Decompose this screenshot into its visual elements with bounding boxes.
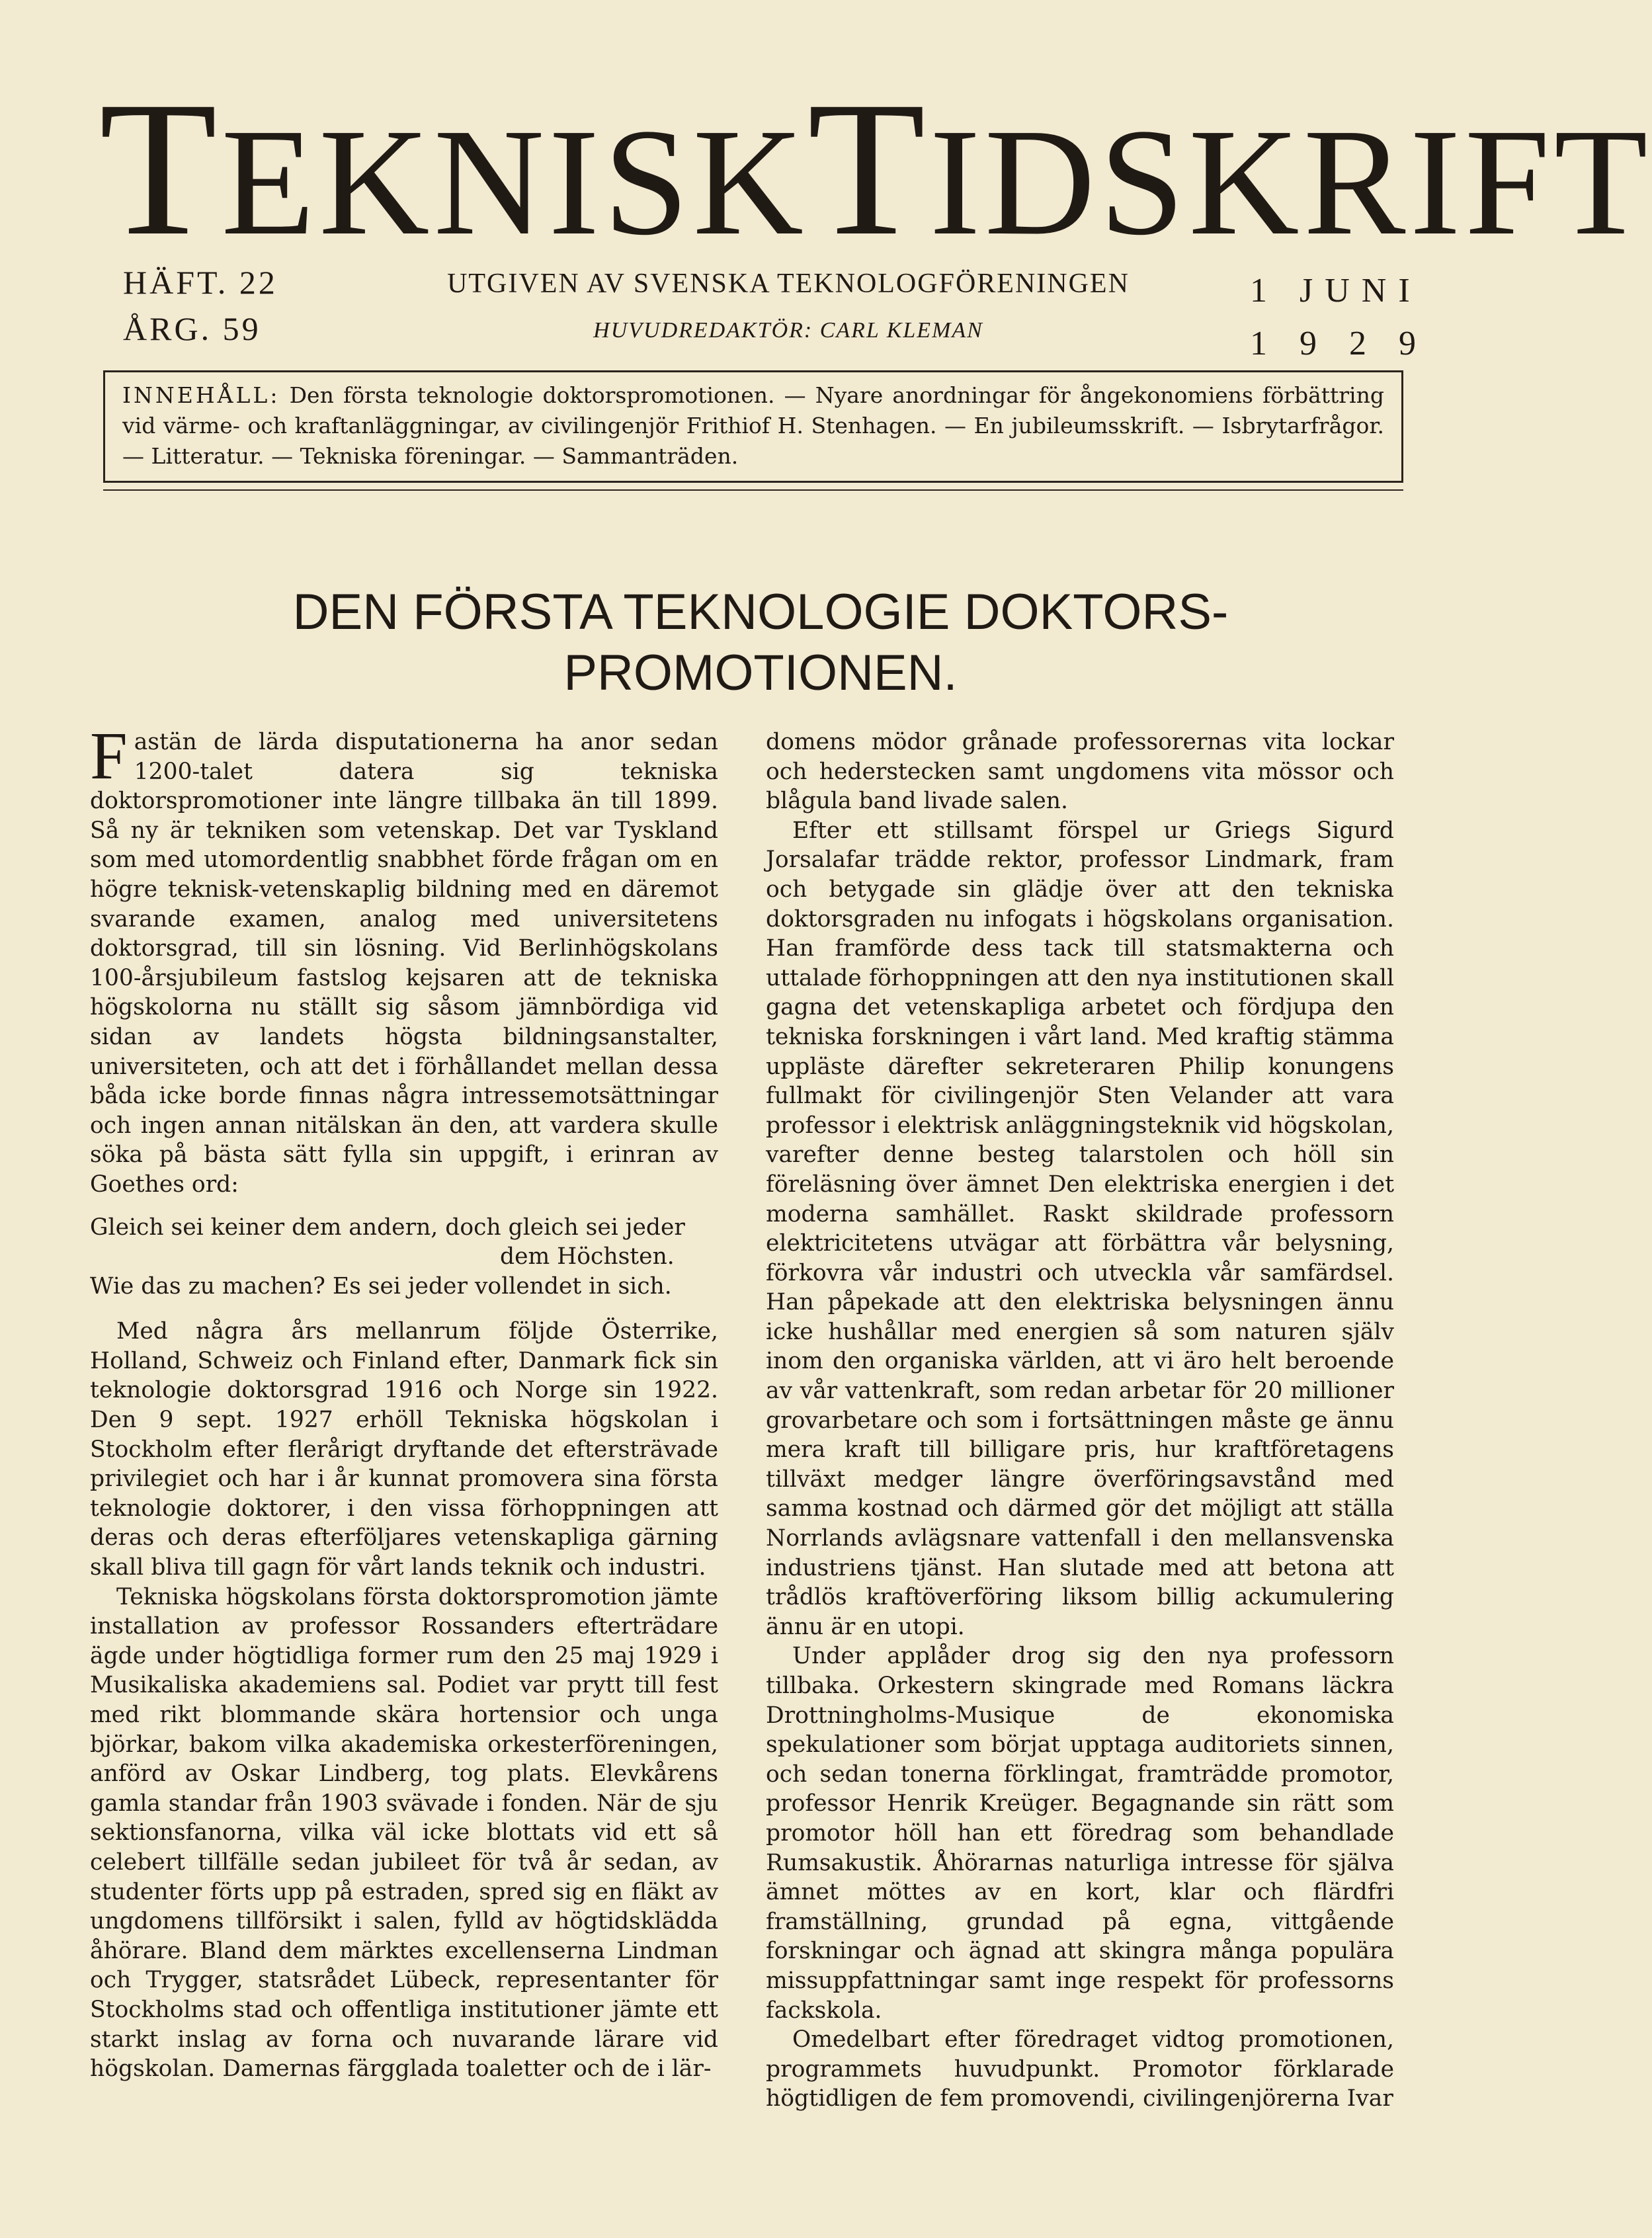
masthead-word-1: EKNISK [221, 97, 808, 267]
contents-text: Den första teknologie doktorspromotionen. — Nyare anordningar för ångekonomiens förbättring vid värme- och kraftanläggningar, av civilingenjör Frithiof H. Stenhagen. — En jubileumsskrift. — Isbrytarfrågor. — Litteratur. — Tekniska föreningar. — Sammanträden. [122, 382, 1384, 469]
masthead-initial-2: T [807, 62, 930, 276]
paragraph-text: astän de lärda disputationerna ha anor sedan 1200-talet datera sig tekniska doktorspromotioner inte längre tillbaka än till 1899. Så ny är tekniken som vetenskap. Det var Tyskland som med utomordentlig snabbhet förde frågan om en högre teknisk-vetenskaplig bildning med en däremot svarande examen, analog med universitetens doktorsgrad, till sin lösning. Vid Berlinhögskolans 100-årsjubileum fastslog kejsaren att de tekniska högskolorna nu ställt sig såsom jämnbördiga vid sidan av landets högsta bildningsanstalter, universiteten, och att det i förhållandet mellan dessa båda icke borde finnas några intressemotsättningar och ingen annan nitälskan än den, att vardera skulle söka på bästa sätt fylla sin uppgift, i erinran av Goethes ord: [90, 729, 718, 1198]
masthead-title [99, 62, 1652, 276]
article-title: DEN FÖRSTA TEKNOLOGIE DOKTORS-PROMOTIONEN. [292, 584, 1229, 701]
issue-date-day: 1 JUNI [1250, 272, 1422, 310]
quote-line: Gleich sei keiner dem andern, doch gleich sei jeder [90, 1214, 685, 1241]
header-divider [103, 489, 1403, 491]
paragraph: Med några års mellanrum följde Österrike, Holland, Schweiz och Finland efter, Danmark fick sin teknologie doktorsgrad 1916 och Norge sin 1922. Den 9 sept. 1927 erhöll Tekniska högskolan i Stockholm efter flerårigt dryftande det eftersträvade privilegiet och har i år kunnat promovera sina första teknologie doktorer, i den vissa förhoppningen att deras och deras efterföljares vetenskapliga gärning skall bliva till gagn för vårt lands teknik och industri. [90, 1318, 718, 1581]
drop-cap: F [90, 719, 128, 794]
quote-line: dem Höchsten. [500, 1243, 675, 1270]
masthead-initial-1: T [99, 62, 222, 276]
paragraph: domens mödor grånade professorernas vita lockar och hederstecken samt ungdomens vita mössor och blågula band livade salen. [766, 729, 1394, 815]
issue-date-year: 1 9 2 9 [1250, 325, 1428, 362]
paragraph [90, 719, 718, 1200]
paragraph: Under applåder drog sig den nya professorn tillbaka. Orkestern skingrade med Romans läckra Drottningholms-Musique de ekonomiska spekulationer som börjat upptaga auditoriets sinnen, och sedan tonerna förklingat, framträdde promotor, professor Henrik Kreüger. Begagnande sin rätt som promotor höll han ett föredrag som behandlade Rumsakustik. Åhörarnas naturliga intresse för själva ämnet möttes av en kort, klar och flärdfri framställning, grundad på egna, vittgående forskningar och ägnad att skingra många populära missuppfattningar samt inge respekt för professorns fackskola. [766, 1643, 1394, 2024]
issue-date-block [1250, 265, 1428, 370]
contents-box [103, 370, 1403, 483]
paragraph: Omedelbart efter föredraget vidtog promotionen, programmets huvudpunkt. Promotor förklarade högtidligen de fem promovendi, civilingenjörerna Ivar [766, 2026, 1394, 2112]
paragraph: Efter ett stillsamt förspel ur Griegs Sigurd Jorsalafar trädde rektor, professor Lindmark, fram och betygade sin glädje över att den tekniska doktorsgraden nu infogats i högskolans organisation. Han framförde dess tack till statsmakterna och uttalade förhoppningen att den nya institutionen skall gagna det vetenskapliga arbetet och fördjupa den tekniska forskningen i vårt land. Med kraftig stämma uppläste därefter sekreteraren Philip konungens fullmakt för civilingenjör Sten Velander att vara professor i elektrisk anläggningsteknik vid högskolan, varefter denne besteg talarstolen och höll sin föreläsning över ämnet Den elektriska energien i det moderna samhället. Raskt skildrade professorn elektricitetens utvägar att förbättra vår belysning, förkovra vår industri och utveckla vår samfärdsel. Han påpekade att den elektriska belysningen ännu icke hushållar med energien så som naturen själv inom den organiska världen, att vi äro helt beroende av vår vattenkraft, som redan arbetar för 20 millioner grovarbetare och som i fortsättningen måste ge ännu mera kraft till billigare pris, hur kraftföretagens tillväxt medger längre överföringsavstånd med samma kostnad och därmed gör det möjligt att ställa Norrlands avlägsnare vattenfall i den mellansvenska industriens tjänst. Han slutade med att betona att trådlös kraftöverföring liksom billig ackumulering ännu är en utopi. [766, 817, 1394, 1640]
issue-number: HÄFT. 22 [123, 264, 278, 301]
volume-year: ÅRG. 59 [123, 310, 261, 347]
article-column-right [766, 727, 1394, 2114]
issue-number-block [123, 259, 278, 352]
quote-line: Wie das zu machen? Es sei jeder vollendet in sich. [90, 1272, 672, 1300]
paragraph: Tekniska högskolans första doktorspromotion jämte installation av professor Rossanders efterträdare ägde under högtidliga former rum den 25 maj 1929 i Musikaliska akademiens sal. Podiet var prytt till fest med rikt blommande skära hortensior och unga björkar, bakom vilka akademiska orkesterföreningen, anförd av Oskar Lindberg, tog plats. Elevkårens gamla standar från 1903 svävade i fonden. När de sju sektionsfanorna, vilka väl icke blottats vid ett så celebert tillfälle sedan jubileet för två år sedan, av studenter förts upp på estraden, spred sig en fläkt av ungdomens tillförsikt i salen, fylld av högtidsklädda åhörare. Bland dem märktes excellenserna Lindman och Trygger, statsrådet Lübeck, representanter för Stockholms stad och offentliga institutioner jämte ett starkt inslag av forna och nuvarande lärare vid högskolan. Damernas färgglada toaletter och de i lär- [90, 1583, 718, 2083]
editor-line: HUVUDREDAKTÖR: CARL KLEMAN [593, 318, 983, 343]
publisher-block [368, 268, 1208, 343]
publisher-line: UTGIVEN AV SVENSKA TEKNOLOGFÖRENINGEN [447, 269, 1130, 299]
goethe-quote [90, 1213, 718, 1302]
masthead-word-2: IDSKRIFT [929, 97, 1652, 267]
contents-label: INNEHÅLL: [122, 382, 280, 408]
article-column-left [90, 719, 718, 2084]
